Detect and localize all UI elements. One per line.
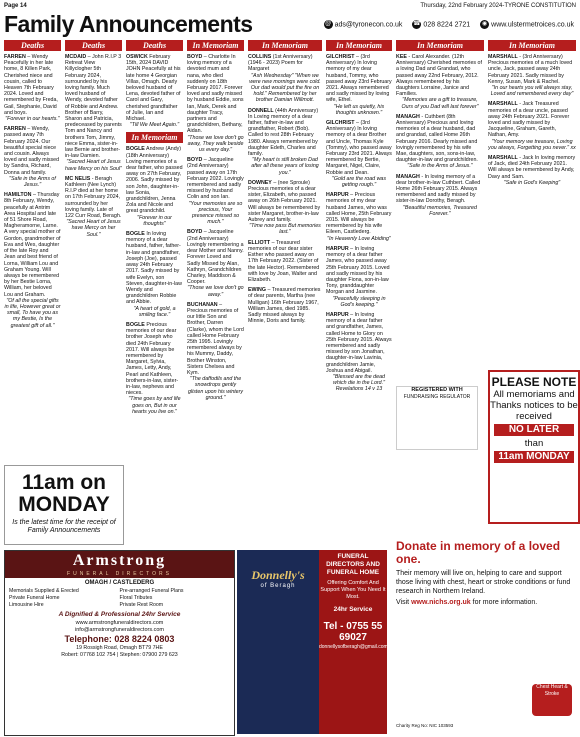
column-8 <box>488 40 576 360</box>
issue-date: Thursday, 22nd February 2024-TYRONE CONSTITUTION <box>420 3 576 9</box>
armstrong-phone: Telephone: 028 8224 0803 <box>64 634 175 644</box>
please-note-time: 11am MONDAY <box>494 451 574 463</box>
notice-verse: "Gold are the road was getting rough." <box>332 175 386 189</box>
notice-name: OSWICK <box>126 54 148 60</box>
column-7 <box>396 40 484 380</box>
notice-name: MANAGH <box>396 113 420 120</box>
notice <box>126 322 183 415</box>
notice <box>326 192 392 242</box>
regulator-bottom: FUNDRAISING REGULATOR <box>403 394 471 400</box>
regulator-badge <box>396 386 478 450</box>
please-note-body: All memoriams and Thanks notices to be received <box>490 389 578 422</box>
notice-name: MARSHALL <box>488 101 518 108</box>
notice-name: HARPUR <box>326 311 349 318</box>
notice-text: – Precious memories of our little Son and Brother, Darren (Clarke), whom the Lord called Home February 25th 1995. Lovingly remembered always by his Mummy, Daddy, Brother Winston, Sisters Chelsea and Kym. <box>187 301 244 376</box>
notice-text: – Precious memories of my dear husband James, who was called Home, 25th February 2015. Will always be remembered by his wife Eileen, Castlederg. <box>326 192 392 236</box>
column-5 <box>248 40 322 545</box>
donnelly-logo: Donnelly's <box>251 568 305 582</box>
armstrong-services <box>5 588 234 609</box>
globe-icon: ◉ <box>482 21 488 27</box>
please-note-title: PLEASE NOTE <box>491 375 577 389</box>
notice <box>187 157 244 225</box>
chest-heart-stroke-logo: Chest Heart & Stroke <box>532 684 572 716</box>
notice <box>248 240 322 283</box>
notice-verse: "Your memories are so precious, Your presence missed so much." <box>188 200 243 226</box>
notice-text: In loving memory of a dear husband, father, father-in-law and grandfather, Joseph (Joe), passed away 24th February 2017. Sadly missed by wife Evelyn, son Steven, daughter-in-law Wendy and grandchildren Robbie and Abbie. <box>126 231 182 306</box>
donnelly-services <box>319 550 387 734</box>
notice-name: COLLINS <box>248 54 272 60</box>
notice-name: BOYD <box>187 157 203 164</box>
section-header-in-memoriam: In Memoriam <box>126 132 183 143</box>
notice-text: - Cuthbert (8th Anniversary) Precious and loving memories of a dear husband, dad and grandad, called Home 26th February 2016. Dearly missed and lovingly remembered by his wife Mae, daughters, son, sons-in-law, daughter-in-law and grandchildren. <box>396 113 478 164</box>
notice-text: February 15th, 2024 DAVID JOHN Peacefully at his late home 4 Georgian Villas, Omagh. Dearly beloved husband of Lena, devoted father of Carol and Gary, cherished grandfather of Julie, Ian and Michael. <box>126 54 181 123</box>
notice-text: Andrew (Andy) (18th Anniversary) Loving memories of a dear father, who passed away on 27th February, 2006. Sadly missed by son John, daughter-in-law Sonia, grandchildren, Jenna Zola and Nicole and great grandchild. <box>126 146 183 215</box>
notice <box>248 54 322 104</box>
nichs-body: Their memory will live on, helping to care and support those living with chest, heart or stroke conditions or fund research in Northern Ireland. <box>396 570 571 595</box>
notice-name: GILCHRIST <box>326 54 355 60</box>
notice-name: KEE <box>396 54 407 60</box>
notice <box>396 54 484 110</box>
please-note-box <box>488 370 580 524</box>
notice-name: FARREN <box>4 54 26 60</box>
notice-name: MANAGH <box>396 173 420 180</box>
notice-text: – In loving memory of a dear father and grandfather, James, called Home to Glory on 25th February 2015. Always remembered and sadly missed by son Jonathan, daughter-in-law Lavinia, grandchildren Jamie, Joshua and Abigail. <box>326 311 392 374</box>
notice-text: – Jacqueline (2nd Anniversary) passed away on 17th February 2022. Lovingly remembered and sadly missed by husband Colin and son Ian. <box>187 157 244 201</box>
phone-text: 028 8224 2721 <box>423 21 471 29</box>
web-contact[interactable] <box>480 20 574 29</box>
armstrong-location: OMAGH / CASTLEDERG <box>84 580 155 586</box>
notice-text: - Carol Alexander. (12th Anniversary) Cherished memories of a loving Dad and Grandad, who passed away 22nd February, 2012. Always remembered by his daughters Lorraine, Janice and Families. <box>396 54 482 98</box>
notice-verse: "A heart of gold, a smiling face." <box>133 305 176 318</box>
notice-name: EWING <box>248 287 266 294</box>
notice-verse: "He left us quietly, his thoughts unknown." <box>333 103 385 116</box>
notice <box>396 174 484 217</box>
notice-verse: "Ash Wednesday" "When we were new mornings were cold. Our dad would put the fire on hold." Remembered by her brother Damian Willmott. <box>249 72 321 104</box>
notice-text: Precious memories of our dear brother Joseph who died 24th February 2017. Will always be remembered by Margaret, Sylvia, James, Letty, Andy, Pearl and Kathleen, brothers-in-law, sister-in-law, nephews and nieces. <box>126 321 179 397</box>
announcements-grid <box>4 40 576 734</box>
notice <box>65 54 122 172</box>
notice <box>4 126 61 188</box>
notice-verse: "Sacred Heart of Jesus have Mercy on his Soul" <box>65 159 122 172</box>
phone-contact[interactable] <box>412 20 470 29</box>
notice-text: – In loving memory of a dear father James, who passed away 25th February 2015. Loved and sadly missed by his daughter Fiona, son-in-law Tony, granddaughter Morgan and Jasmine. <box>326 245 390 296</box>
section-header-in-memoriam: In Memoriam <box>326 40 392 51</box>
section-header-in-memoriam: In Memoriam <box>187 40 244 51</box>
service-item: Limousine Hire <box>9 602 44 608</box>
notice-text: – Treasured memories of dear parents, Martha (nee Mulligan) 16th February 1967, William James, died 1985. Sadly missed always by Minnie, Doris and family. <box>248 287 321 325</box>
notice-name: BOGLE <box>126 321 145 328</box>
contact-strip <box>324 20 574 29</box>
nichs-web-post: for more information. <box>472 599 538 606</box>
donnelly-ad <box>237 550 319 734</box>
notice-name: BOYD <box>187 54 203 60</box>
notice-verse: "Memories are a gift to treasure, Ours of you Dad will last forever" <box>401 97 479 110</box>
armstrong-web[interactable]: www.armstrongfuneraldirectors.com <box>75 620 164 626</box>
donnelly-sub: of Beragh <box>260 583 296 589</box>
notice-verse: "Safe in God's Keeping" <box>503 179 561 186</box>
notice-verse: "Safe in the Arms of Jesus." <box>407 163 473 170</box>
notice-name: BUCHANAN <box>187 301 218 308</box>
notice-verse: "In our hearts you will always stay, Loved and remembered every day" <box>490 85 574 98</box>
notice-name: FARREN <box>4 126 26 133</box>
charity-reg: Charity Reg No: NIC 103593 <box>396 723 454 728</box>
nichs-web-pre: Visit <box>396 599 410 606</box>
notice-verse: "Time now pass But memories last." <box>249 223 321 236</box>
notice-name: HARPUR <box>326 245 349 252</box>
notice-verse: "Sacred Heart of Jesus have Mercy on her Soul." <box>66 219 121 238</box>
notice-name: BOGLE <box>126 231 145 238</box>
section-header-in-memoriam: In Memoriam <box>248 40 322 51</box>
notice-verse: "Safe in the Arms of Jesus." <box>9 175 56 189</box>
notice-name: MARSHALL <box>488 54 518 60</box>
notice <box>65 176 122 238</box>
notice-name: BOGLE <box>126 146 145 153</box>
notice <box>488 155 576 186</box>
email-contact[interactable] <box>324 20 403 29</box>
deadline-line2: MONDAY <box>18 493 110 516</box>
notice <box>248 180 322 236</box>
notice-verse: "Forever in our thoughts" <box>137 214 172 227</box>
service-item: Private Funeral Home <box>9 595 60 601</box>
fd-24hr: 24hr Service <box>333 606 373 613</box>
page-number: Page 14 <box>4 3 27 9</box>
service-item: Memorials Supplied & Erected <box>9 588 79 594</box>
nichs-web-link[interactable]: www.nichs.org.uk <box>411 599 471 606</box>
nichs-heading: Donate in memory of a loved one. <box>396 539 561 566</box>
notice-text: – (3rd Anniversary) In loving memory of my dear husband, Tommy, who passed away 23rd February 2021. Always remembered and sadly missed by loving wife, Ethel. <box>326 54 392 104</box>
notice-text: - Jack In loving memory of Jack, died 24th February 2021. Will always be remembered by Andy, Davy and Sam. <box>488 155 576 180</box>
armstrong-contacts: Robert: 07768 102 754 | Stephen: 07900 279 623 <box>61 651 178 658</box>
regulator-top: REGISTERED WITH <box>411 387 463 393</box>
notice-name: GILCHRIST <box>326 120 355 127</box>
email-text: ads@tyronecon.co.uk <box>334 21 403 29</box>
notice-text: – (nee Sproule) Precious memories of a dear sister, Elizabeth, who passed away on 26th February 2021. Will always be remembered by sister Margaret, brother-in-law Aubrey and family. <box>248 179 321 224</box>
armstrong-sub: FUNERAL DIRECTORS <box>5 571 234 578</box>
notice-name: HARPUR <box>326 192 349 199</box>
section-header-deaths: Deaths <box>126 40 183 51</box>
notice-text: – Jacqueline (2nd Anniversary) Lovingly remembering a dear Mother and Nanny. Forever Loved and Sadly Missed by Alan, Kathryn, Grandchildren Charley, Maddison & Cooper. <box>187 229 244 286</box>
notice-name: BOYD <box>187 229 203 236</box>
deadline-line3: Is the latest time for the receipt of Family Announcements <box>12 519 116 534</box>
notice <box>187 54 244 153</box>
notice-name: ELLIOTT <box>248 239 271 246</box>
notice-verse: "Those we love don't go away." <box>187 285 244 298</box>
notice-text: – Thursday 8th February, Wendy, peacefully at Antrim Area Hospital and late of 51 Shore Road, Magheramorne, Larne. A very special mother of Gordon, grandmother of Eva and Wes, daughter of the late Roy and Jean and best friend of Lorna, William Lou and Graham Young. Will always be remembered by her Bestie Lorna, William, her beloved Lou and Graham. <box>4 192 61 298</box>
notice-verse: "Your memory we treasure, Loving you always, Forgetting you never." xx <box>488 138 576 151</box>
notice <box>126 231 183 318</box>
notice <box>4 54 61 122</box>
column-6 <box>326 40 392 525</box>
please-note-nolater: NO LATER <box>494 424 574 436</box>
notice <box>126 54 183 128</box>
notice-text: (44th Anniversary) In Loving memory of a dear father, father-in-law and grandfather, Robert (Bob). Called to rest 28th February 1980. Always remembered by daughter Edeth, Charles and family. <box>248 107 319 158</box>
notice-verse: "Time goes by and life goes on, But in our hearts you live on." <box>128 396 181 415</box>
service-item: Floral Tributes <box>119 595 153 601</box>
notice-verse: "Those we love don't go away, They walk beside us every day." <box>187 134 244 154</box>
notice-text: - (3rd Anniversary) Precious memories of a much loved uncle, Jack, passed away 24th February 2021. Sadly missed by Kenny, Susan, Mark & Rachel. <box>488 54 573 85</box>
notice-text: - Jack Treasured memories of a dear uncle, passed away 24th February 2021. Forever loved and sadly missed by Jacqueline, Graham, Gareth, Nathan, Amy. <box>488 101 570 139</box>
notice-text: (1st Anniversary) (1946 - 2023) Poem for Margaret <box>248 54 313 73</box>
armstrong-logo: Armstrong <box>5 551 234 571</box>
notice-text: - In loving memory of a dear brother-in-law Cuthbert. Called Home 26th February 2015. Always remembered and sadly missed by sister-in-law Dorothy, Beragh. <box>396 173 481 205</box>
armstrong-ad <box>4 550 235 736</box>
service-item: Pre-arranged Funeral Plans <box>119 588 184 594</box>
notice-text: – Wendy Peacefully in her late home, 8 Killen Park, Cherished niece and cousin, called to Heaven 7th February 2024. Loved and remembered by Freda, Gail, Stephanie, David and boys. <box>4 54 58 116</box>
notice-verse: "Forever in our hearts." <box>5 116 60 123</box>
notice-name: MCDAID <box>65 54 87 60</box>
fd-phone: Tel - 0755 55 69027 <box>323 621 383 643</box>
fd-email[interactable]: donnellysofberagh@gmail.com <box>319 644 388 650</box>
notice-verse: "Beautiful memories, Treasured Forever." <box>403 204 477 217</box>
please-note-than: than <box>524 438 544 449</box>
deadline-line1: 11am on <box>21 471 107 494</box>
notice <box>488 101 576 151</box>
armstrong-tagline: A Dignified & Professional 24hr Service <box>58 611 181 618</box>
notice <box>396 114 484 170</box>
column-4 <box>187 40 244 545</box>
notice-verse: "The daffodils and the snowdrops gently glisten upon his wintery ground." <box>187 376 244 401</box>
masthead <box>4 12 576 36</box>
armstrong-email[interactable]: info@armstrongfuneraldirectors.com <box>74 627 165 633</box>
column-3 <box>126 40 183 545</box>
notice <box>326 312 392 393</box>
notice <box>248 287 322 324</box>
notice-name: MARSHALL <box>488 155 518 162</box>
notice-verse: "My heart is still broken Dad after all these years of losing you." <box>251 157 319 176</box>
column-2 <box>65 40 122 460</box>
notice-verse: "Peacefully sleeping in God's keeping." <box>332 295 386 308</box>
notice-verse: "Blessed are the dead which die in the Lord." Revelations 14 v 13 <box>333 373 385 393</box>
notice <box>326 246 392 308</box>
fd-heading: FUNERAL DIRECTORS AND FUNERAL HOME <box>326 553 380 576</box>
section-header-in-memoriam: In Memoriam <box>488 40 576 51</box>
notice <box>488 54 576 97</box>
notice-name: MC NELIS <box>65 175 91 182</box>
fd-body: Offering Comfort And Support When You Need It Most. <box>320 580 386 600</box>
deadline-ad <box>4 465 124 545</box>
notice-verse: "Of all the special gifts in life, However great or small, To have you as my Bestie, Is the greatest gift of all." <box>4 297 61 329</box>
notice-text: – Wendy, passed away 7th February 2024. Our beautiful special niece and cousin. Always loved and sadly missed by Sandra, Richard, Donna and family. <box>4 126 60 176</box>
section-header-deaths: Deaths <box>4 40 61 51</box>
notice <box>187 302 244 401</box>
notice-name: DOWNEY <box>248 179 272 186</box>
notice <box>248 108 322 176</box>
notice <box>187 229 244 297</box>
notice <box>126 146 183 227</box>
notice-verse: "In Heavenly Love Abiding" <box>327 235 391 242</box>
notice <box>326 120 392 188</box>
notice <box>4 192 61 328</box>
notice-text: - Beragh Kathleen (Nee Lynch) R.I.P died at her home on 17th February 2024, surrounded by her loving family. Late of 122 Curr Road, Beragh. <box>65 175 122 220</box>
section-header-deaths: Deaths <box>65 40 122 51</box>
email-icon: @ <box>325 21 332 27</box>
notice <box>326 54 392 116</box>
notice-name: HAMILTON <box>4 192 32 199</box>
service-item: Private Rest Room <box>119 602 164 608</box>
web-text: www.ulstermetroices.co.uk <box>491 21 574 29</box>
nichs-web[interactable] <box>396 599 576 606</box>
page-title: Family Announcements <box>4 11 253 37</box>
phone-icon: ☎ <box>413 21 421 27</box>
notice-text: – (3rd Anniversary) In loving memory of a dear Brother and Uncle, Thomas Kyle (Tommy), who passed away February 23rd 2021. Always remembered by Bertie, Margaret, Nigel, Claire, Robbie and Dean. <box>326 120 392 176</box>
notice-text: – Treasured memories of our dear sister Esther who passed away on 17th February 2022. (Sister of the late Hector). Remembered with love by Joan, Walter and Elizabeth. <box>248 239 320 283</box>
notice-verse: "Till We Meet Again." <box>129 122 180 129</box>
section-header-in-memoriam: In Memoriam <box>396 40 484 51</box>
notice-text: – Charlotte In loving memory of a devoted mum and nana, who died suddenly on 18th February 2017. Forever loved and sadly missed by husband Eddie, sons Ian, Mark, Derek and daughter Tracy, partners and grandchildren, Bethany, Aidan. <box>187 54 244 135</box>
armstrong-address: 19 Rossigh Road, Omagh BT79 7HE <box>76 645 163 651</box>
notice-text: – John R.I.P 3 Retreat View Killyclogher 5th February 2024, surrounded by his loving family. Much loved husband of Wendy, devoted father of Robbie and Andrew. Brother of Barry, Sharon and Patricia, predeceased by parents Tom and Nancy and brothers Tom, Jimmy, niece Emma, sister-in-law Bernie and brother-in-law Damien. <box>65 54 122 160</box>
notice-name: DONNELL <box>248 107 274 114</box>
nichs-ad <box>396 540 576 730</box>
